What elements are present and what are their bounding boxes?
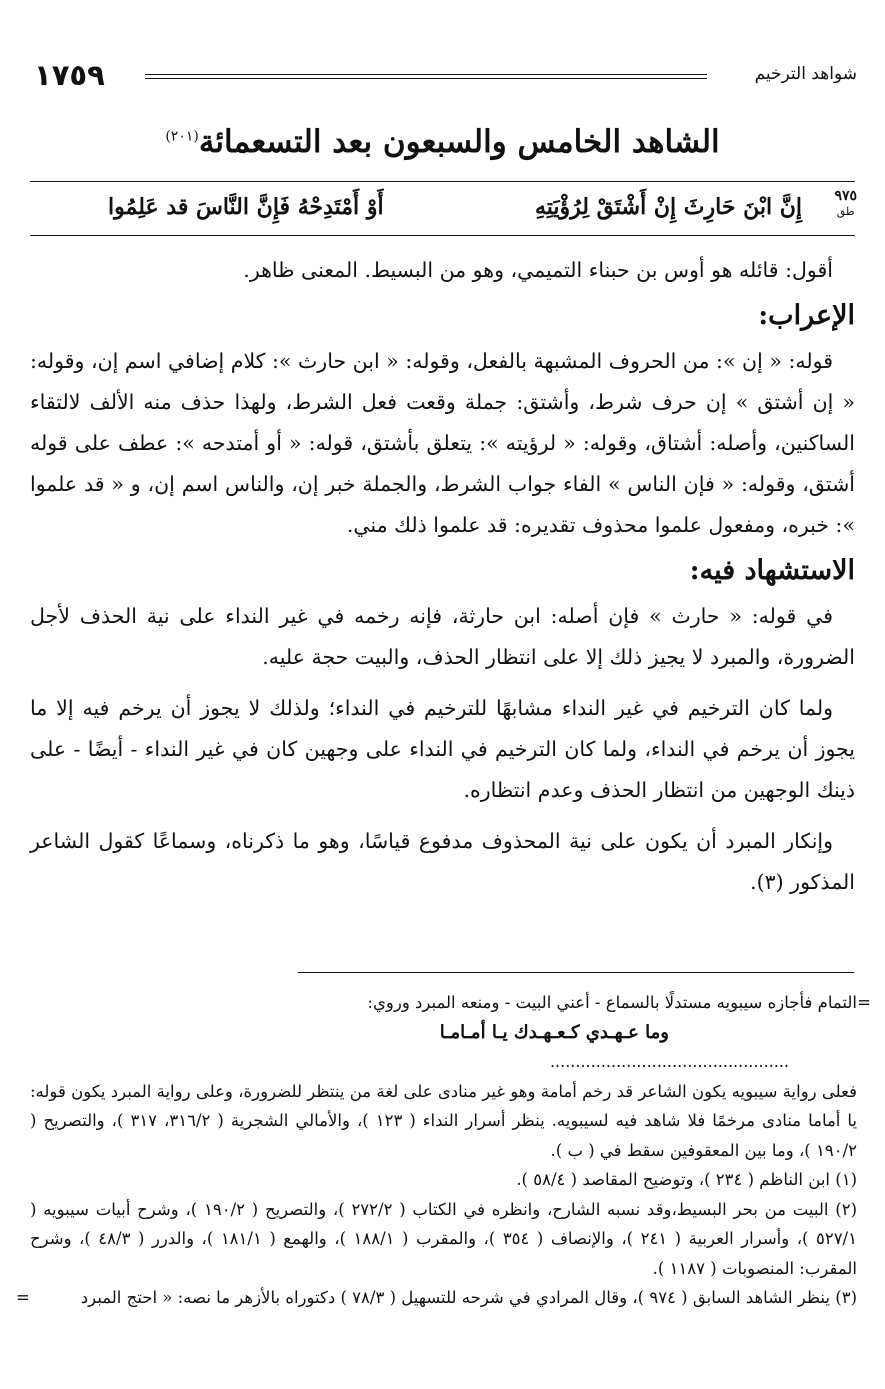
quoted-verse-line: [30, 1018, 857, 1048]
verse-top-rule: [30, 181, 855, 182]
header-rule-double: [145, 78, 707, 79]
istishhad-paragraph-1: في قوله: « حارث » فإن أصله: ابن حارثة، فإنه رخمه في غير النداء على نية الحذف لأجل الضرورة، والمبرد لا يجيز ذلك إلا على انتظار الحذف، والبيت حجة عليه.: [30, 604, 855, 669]
paragraph-gap: [30, 811, 855, 821]
page-number: ١٧٥٩: [34, 58, 105, 92]
verse-number-block: [834, 188, 857, 220]
footnote-rule: [298, 972, 854, 973]
footnotes: [16, 988, 871, 1313]
istishhad-paragraph-2: ولما كان الترخيم في غير النداء مشابهًا للترخيم في النداء؛ ولذلك لا يجوز أن يرخم فيه إلا ما يجوز أن يرخم في النداء، ولما كان الترخيم في النداء على وجهين كان في غير النداء - أيضًا - على ذينك الوجهين من انتظار الحذف وعدم انتظاره.: [30, 696, 855, 802]
header-rule: [145, 74, 707, 75]
footnote-3: [16, 1283, 857, 1313]
section-title: [0, 124, 885, 160]
footnote-3-text: (٣) ينظر الشاهد السابق ( ٩٧٤ )، وقال المرادي في شرحه للتسهيل ( ٧٨/٣ ) دكتوراه بالأزهر ما نصه: « احتج المبرد: [80, 1288, 857, 1307]
quoted-verse-dots: ...............................................: [549, 1052, 789, 1071]
footnote-continuation-2: فعلى رواية سيبويه يكون الشاعر قد رخم أمامة وهو غير منادى على لغة من ينتظر للضرورة، وعلى رواية المبرد يكون قوله: يا أماما منادى مرخمًا فلا شاهد فيه لسيبويه. ينظر أسرار النداء ( ١٢٣ )، والأمالي الشجرية ( ٣١٦/٢، ٣١٧ )، والتصريح ( ١٩٠/٢ )، وما بين المعقوفين سقط في ( ب ).: [30, 1081, 858, 1160]
istishhad-paragraph-3: وإنكار المبرد أن يكون على نية المحذوف مدفوع قياسًا، وهو ما ذكرناه، وسماعًا كقول الشاعر المذكور (٣).: [30, 829, 855, 894]
irab-paragraph: قوله: « إن »: من الحروف المشبهة بالفعل، وقوله: « ابن حارث »: كلام إضافي اسم إن، وقوله: « إن أشتق » إن حرف شرط، وأشتق: جملة وقعت فعل الشرط، ولهذا حذف منه الألف لالتقاء الساكنين، وأصله: أشتاق، وقوله: « لرؤيته »: يتعلق بأشتق، قوله: « أو أمتدحه »: عطف على قوله أشتق، وقوله: « فإن الناس » الفاء جواب الشرط، والجملة خبر إن، والناس اسم إن، و « قد علموا »: خبره، ومفعول علموا محذوف تقديره: قد علموا ذلك مني.: [30, 349, 855, 537]
verse-line: [30, 186, 857, 232]
verse-number: ٩٧٥: [834, 188, 857, 204]
continuation-text: التمام فأجازه سيبويه مستدلًا بالسماع - أعني البيت - ومنعه المبرد وروي:: [367, 993, 857, 1012]
irab-heading: الإعراب:: [758, 300, 855, 331]
main-text: [30, 250, 855, 903]
running-title: شواهد الترخيم: [754, 64, 857, 84]
verse-tag: طق: [836, 205, 855, 218]
footnote-continuation: [30, 988, 871, 1018]
footnote-1: (١) ابن الناظم ( ٢٣٤ )، وتوضيح المقاصد ( ٥٨/٤ ).: [516, 1170, 857, 1189]
first-hemistich: إِنَّ ابْنَ حَارِثَ إِنْ أَشْتَقْ لِرُؤْيَتِهِ: [534, 194, 802, 220]
running-header: [30, 60, 857, 92]
footnote-2: (٢) البيت من بحر البسيط،وقد نسبه الشارح، وانظره في الكتاب ( ٢٧٢/٢ )، والتصريح ( ١٩٠/٢ )، وشرح أبيات سيبويه ( ٥٢٧/١ )، وأسرار العربية ( ٢٤١ )، والإنصاف ( ٣٥٤ )، والمقرب ( ١٨٨/١ )، والهمع ( ١٨١/١ )، والدرر ( ٤٨/٣ )، وشرح المقرب: المنصوبات ( ١١٨٧ ).: [30, 1199, 858, 1278]
istishhad-heading: الاستشهاد فيه:: [689, 555, 855, 586]
second-hemistich: أَوْ أَمْتَدِحْهُ فَإِنَّ النَّاسَ قد عَلِمُوا: [108, 194, 384, 220]
continuation-marker: =: [857, 993, 871, 1012]
quoted-verse: وما عـهـدي كـعـهـدك يـا أمـامـا: [439, 1021, 669, 1043]
title-note-marker: (٢٠١): [165, 128, 199, 145]
quoted-verse-dots-line: [30, 1047, 857, 1077]
paragraph-gap: [30, 678, 855, 688]
verse-bottom-rule: [30, 235, 855, 236]
intro-paragraph: أقول: قائله هو أوس بن حبناء التميمي، وهو من البسيط. المعنى ظاهر.: [243, 258, 833, 282]
section-title-text: الشاهد الخامس والسبعون بعد التسعمائة: [198, 124, 720, 160]
footnote-3-marker: =: [16, 1288, 30, 1307]
